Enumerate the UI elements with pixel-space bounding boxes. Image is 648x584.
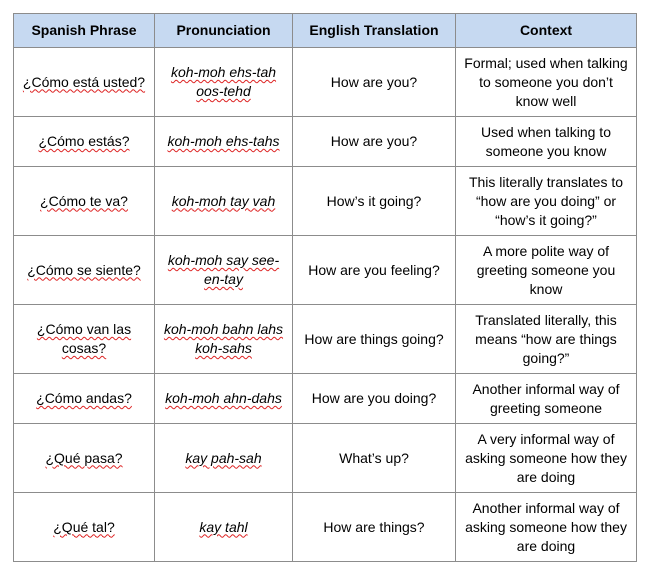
spanish-phrase-cell (14, 117, 155, 167)
english-translation-cell: How’s it going? (293, 167, 456, 236)
english-translation-cell: How are you? (293, 48, 456, 117)
pronunciation-cell (155, 374, 293, 424)
pronunciation-cell (155, 48, 293, 117)
header-english-translation: English Translation (293, 14, 456, 48)
spanish-phrase-text: ¿Qué pasa? (45, 449, 123, 466)
pronunciation-text: kay pah-sah (185, 449, 262, 466)
pronunciation-text: koh-moh tay vah (171, 192, 276, 209)
context-cell: Another informal way of greeting someone (456, 374, 637, 424)
spanish-phrase-cell (14, 305, 155, 374)
pronunciation-text: koh-moh ehs-tah oos-tehd (170, 64, 277, 99)
pronunciation-cell (155, 117, 293, 167)
spanish-phrase-text: ¿Cómo van las cosas? (36, 321, 132, 356)
table-row (14, 493, 637, 562)
pronunciation-cell (155, 424, 293, 493)
table-row (14, 117, 637, 167)
context-cell: Another informal way of asking someone how they are doing (456, 493, 637, 562)
table-row (14, 305, 637, 374)
english-translation-cell: What’s up? (293, 424, 456, 493)
spanish-phrase-text: ¿Cómo te va? (40, 192, 128, 209)
header-context: Context (456, 14, 637, 48)
header-pronunciation: Pronunciation (155, 14, 293, 48)
spanish-phrase-cell (14, 424, 155, 493)
header-row (14, 14, 637, 48)
pronunciation-text: koh-moh bahn lahs koh-sahs (163, 321, 284, 356)
header-spanish-phrase: Spanish Phrase (14, 14, 155, 48)
pronunciation-text: kay tahl (199, 518, 248, 535)
spanish-phrase-text: ¿Cómo está usted? (22, 73, 146, 90)
context-cell: Used when talking to someone you know (456, 117, 637, 167)
english-translation-cell: How are things going? (293, 305, 456, 374)
spanish-phrase-text: ¿Cómo se siente? (27, 261, 141, 278)
context-cell: A more polite way of greeting someone you know (456, 236, 637, 305)
pronunciation-cell (155, 305, 293, 374)
context-cell: A very informal way of asking someone how they are doing (456, 424, 637, 493)
context-cell: Translated literally, this means “how are things going?” (456, 305, 637, 374)
pronunciation-cell (155, 493, 293, 562)
table-row (14, 424, 637, 493)
table-row (14, 236, 637, 305)
english-translation-cell: How are you feeling? (293, 236, 456, 305)
table-row (14, 48, 637, 117)
spanish-phrase-text: ¿Cómo andas? (36, 390, 132, 406)
context-cell: This literally translates to “how are you doing” or “how’s it going?” (456, 167, 637, 236)
pronunciation-cell (155, 167, 293, 236)
spanish-phrase-cell (14, 493, 155, 562)
english-translation-cell: How are you doing? (293, 374, 456, 424)
english-translation-cell: How are you? (293, 117, 456, 167)
spanish-phrase-cell (14, 374, 155, 424)
pronunciation-text: koh-moh say see-en-tay (167, 252, 280, 287)
spanish-phrase-cell (14, 236, 155, 305)
pronunciation-text: koh-moh ehs-tahs (167, 133, 280, 149)
table-row (14, 167, 637, 236)
pronunciation-cell (155, 236, 293, 305)
table-row (14, 374, 637, 424)
spanish-phrase-text: ¿Cómo estás? (38, 133, 130, 149)
phrases-table (13, 13, 637, 562)
spanish-phrase-text: ¿Qué tal? (53, 518, 115, 535)
spanish-phrase-cell (14, 167, 155, 236)
pronunciation-text: koh-moh ahn-dahs (165, 390, 282, 406)
english-translation-cell: How are things? (293, 493, 456, 562)
context-cell: Formal; used when talking to someone you don’t know well (456, 48, 637, 117)
spanish-phrase-cell (14, 48, 155, 117)
